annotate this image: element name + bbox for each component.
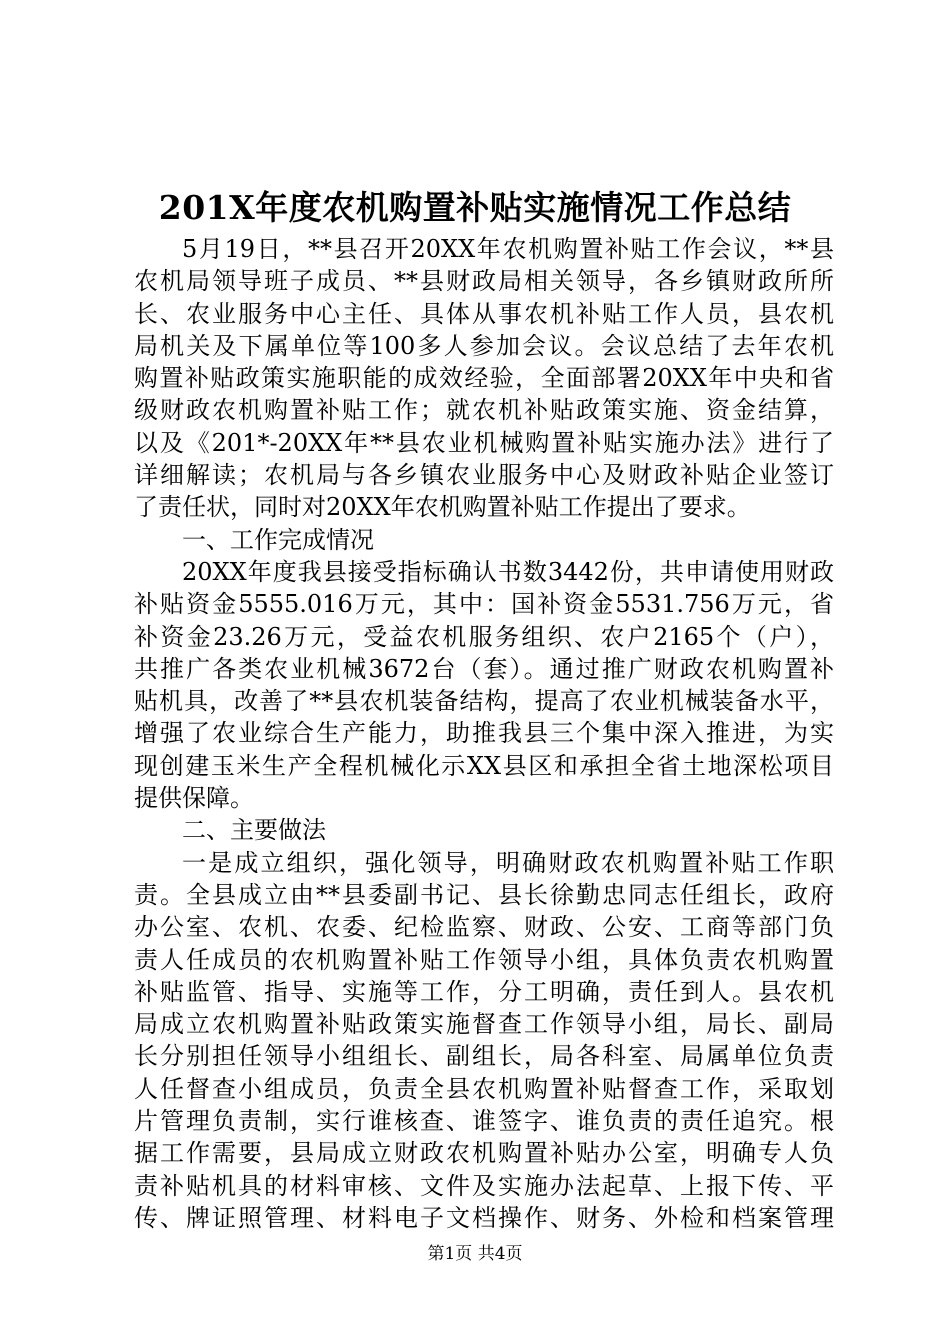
section-heading: 一、工作完成情况 xyxy=(182,525,374,554)
document-title: 201X年度农机购置补贴实施情况工作总结 xyxy=(158,188,792,227)
text-line: 一是成立组织，强化领导，明确财政农机购置补贴工作职 xyxy=(182,848,834,877)
text-line: 5月19日，**县召开20XX年农机购置补贴工作会议，**县 xyxy=(182,235,834,263)
text-line: 农机局领导班子成员、**县财政局相关领导，各乡镇财政所所 xyxy=(134,267,834,296)
text-line: 片管理负责制，实行谁核查、谁签字、谁负责的责任追究。根 xyxy=(134,1107,834,1136)
text-line: 补贴监管、指导、实施等工作，分工明确，责任到人。县农机 xyxy=(134,977,834,1006)
text-line: 贴机具，改善了**县农机装备结构，提高了农业机械装备水平， xyxy=(134,687,834,716)
text-line: 补贴资金5555.016万元，其中：国补资金5531.756万元，省 xyxy=(134,590,834,619)
text-line: 提供保障。 xyxy=(134,784,254,813)
text-line: 购置补贴政策实施职能的成效经验，全面部署20XX年中央和省 xyxy=(134,364,834,393)
text-line: 20XX年度我县接受指标确认书数3442份，共申请使用财政 xyxy=(182,557,834,586)
text-line: 共推广各类农业机械3672台（套）。通过推广财政农机购置补 xyxy=(134,654,834,683)
text-line: 人任督查小组成员，负责全县农机购置补贴督查工作，采取划 xyxy=(134,1074,834,1103)
text-line: 增强了农业综合生产能力，助推我县三个集中深入推进，为实 xyxy=(134,719,834,748)
text-line: 局机关及下属单位等100多人参加会议。会议总结了去年农机 xyxy=(134,331,834,360)
page-number: 第1页 共4页 xyxy=(427,1244,523,1264)
section-heading: 二、主要做法 xyxy=(182,816,326,845)
text-line: 责。全县成立由**县委副书记、县长徐勤忠同志任组长，政府 xyxy=(134,880,834,909)
text-line: 长、农业服务中心主任、具体从事农机补贴工作人员，县农机 xyxy=(134,299,834,328)
text-line: 以及《201*-20XX年**县农业机械购置补贴实施办法》进行了 xyxy=(134,428,834,457)
text-line: 责人任成员的农机购置补贴工作领导小组，具体负责农机购置 xyxy=(134,945,834,974)
text-line: 详细解读；农机局与各乡镇农业服务中心及财政补贴企业签订 xyxy=(134,461,834,490)
text-line: 传、牌证照管理、材料电子文档操作、财务、外检和档案管理 xyxy=(134,1203,834,1232)
text-line: 局成立农机购置补贴政策实施督查工作领导小组，局长、副局 xyxy=(134,1010,834,1039)
text-line: 现创建玉米生产全程机械化示XX县区和承担全省土地深松项目 xyxy=(134,751,834,780)
text-line: 了责任状，同时对20XX年农机购置补贴工作提出了要求。 xyxy=(134,493,751,522)
document-body xyxy=(134,233,834,1234)
text-line: 长分别担任领导小组组长、副组长，局各科室、局属单位负责 xyxy=(134,1042,834,1071)
text-line: 据工作需要，县局成立财政农机购置补贴办公室，明确专人负 xyxy=(134,1139,834,1168)
text-line: 补资金23.26万元，受益农机服务组织、农户2165个（户）， xyxy=(134,622,834,651)
text-line: 办公室、农机、农委、纪检监察、财政、公安、工商等部门负 xyxy=(134,913,834,942)
text-line: 级财政农机购置补贴工作；就农机补贴政策实施、资金结算， xyxy=(134,396,834,425)
text-line: 责补贴机具的材料审核、文件及实施办法起草、上报下传、平 xyxy=(134,1171,834,1200)
